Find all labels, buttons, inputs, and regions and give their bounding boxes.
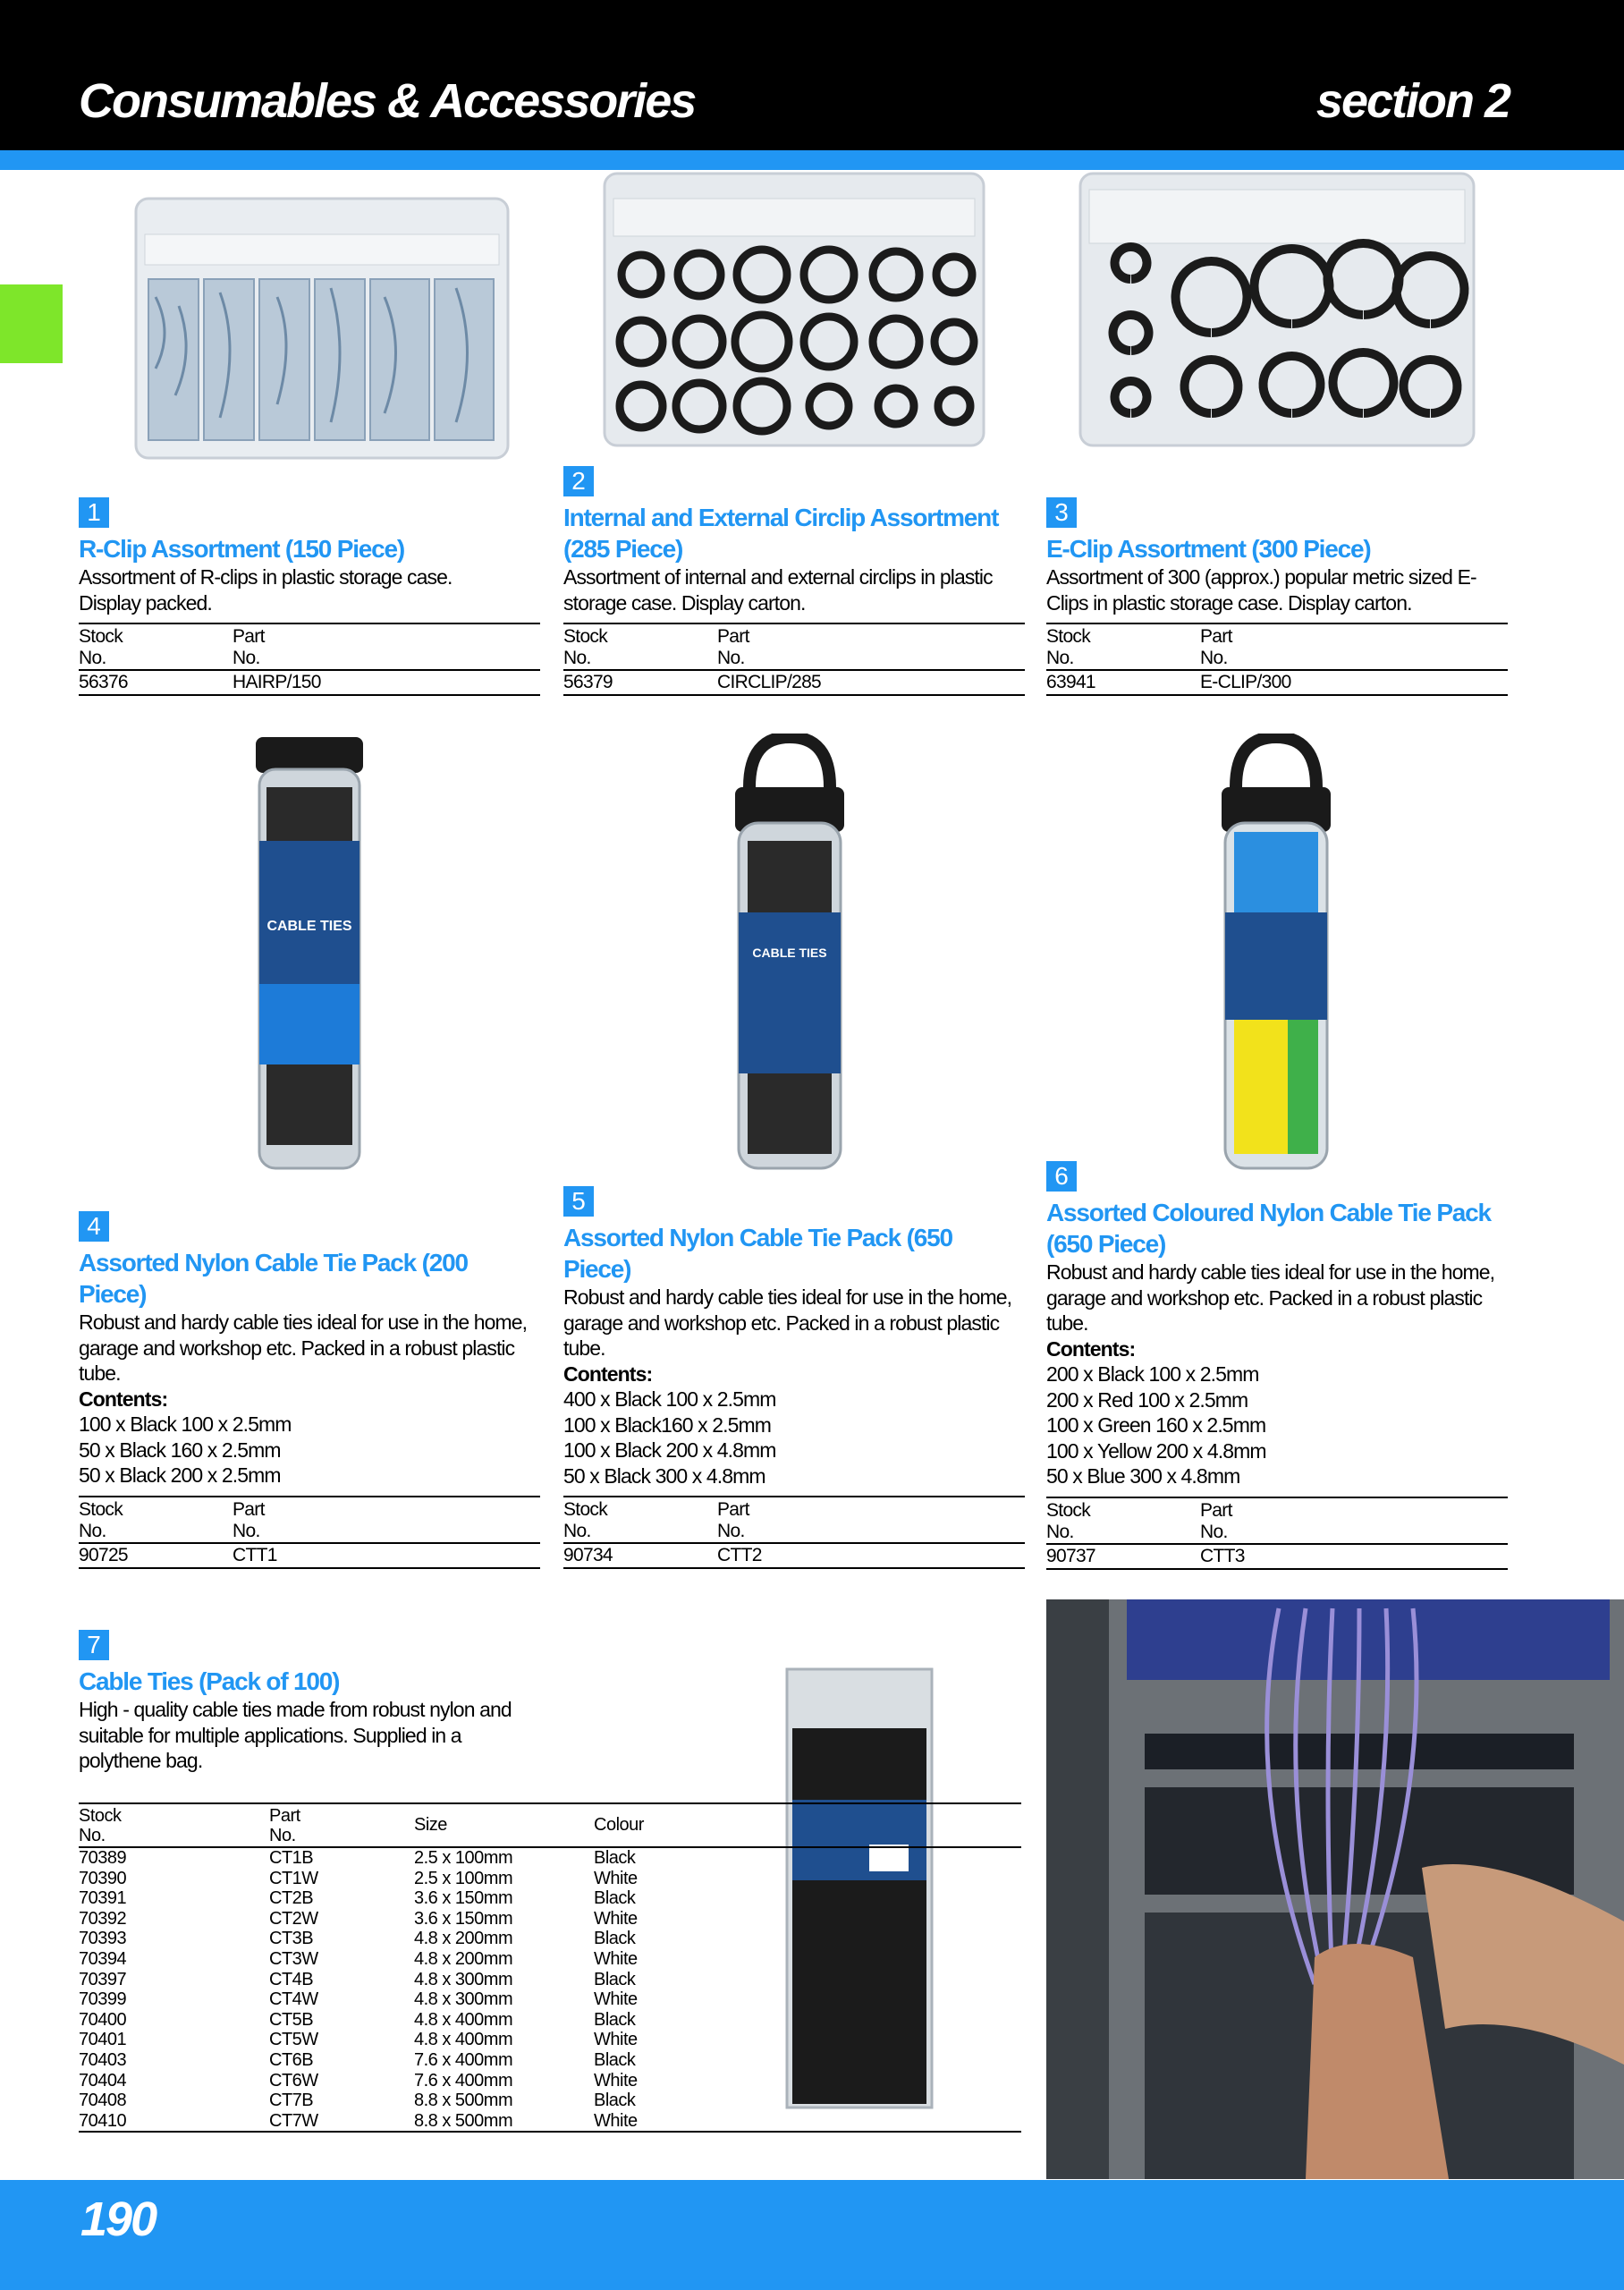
product-title: Cable Ties (Pack of 100) bbox=[79, 1667, 340, 1695]
stock-number: 63941 bbox=[1046, 672, 1095, 692]
stock-table bbox=[1046, 1497, 1508, 1570]
size-cell: 2.5 x 100mm bbox=[414, 1848, 513, 1868]
product-description: Robust and hardy cable ties ideal for use in the home, garage and workshop etc. Packed in a robust plastic tube. bbox=[79, 1310, 528, 1385]
stock-number-cell: 70389 bbox=[79, 1848, 127, 1868]
svg-text:CABLE TIES: CABLE TIES bbox=[752, 946, 827, 960]
colour-cell: Black bbox=[594, 1929, 636, 1949]
stock-number: 56376 bbox=[79, 672, 128, 692]
table-row bbox=[79, 1909, 1021, 1930]
part-number-cell: CT3B bbox=[269, 1929, 314, 1949]
contents-item: 50 x Black 300 x 4.8mm bbox=[563, 1463, 765, 1488]
section-label: section 2 bbox=[1315, 74, 1510, 128]
part-number: CIRCLIP/285 bbox=[717, 672, 822, 692]
part-header: Part bbox=[717, 1499, 749, 1520]
stock-number-cell: 70397 bbox=[79, 1969, 127, 1989]
table-row bbox=[563, 1544, 1025, 1569]
table-row bbox=[79, 1544, 540, 1569]
stock-no-header: No. bbox=[1046, 1521, 1074, 1542]
stock-no-header: No. bbox=[1046, 648, 1074, 668]
stock-table bbox=[79, 623, 540, 696]
table-row bbox=[1046, 1545, 1508, 1570]
contents-item: 400 x Black 100 x 2.5mm bbox=[563, 1387, 776, 1411]
stock-number-cell: 70408 bbox=[79, 2091, 127, 2111]
section-tab bbox=[0, 284, 63, 363]
product-description: Robust and hardy cable ties ideal for use in the home, garage and workshop etc. Packed in a robust plastic tube. bbox=[563, 1285, 1012, 1360]
table-row bbox=[79, 2010, 1021, 2031]
table-row bbox=[79, 671, 540, 696]
colour-cell: White bbox=[594, 1948, 638, 1969]
stock-number: 56379 bbox=[563, 672, 613, 692]
part-number-cell: CT6B bbox=[269, 2049, 314, 2070]
part-no-header: No. bbox=[233, 648, 260, 668]
part-number: CTT2 bbox=[717, 1545, 762, 1565]
svg-text:CABLE TIES: CABLE TIES bbox=[266, 919, 352, 934]
contents-item: 50 x Black 200 x 2.5mm bbox=[79, 1463, 281, 1487]
e-clip-assortment-image bbox=[1077, 172, 1477, 449]
product-number-badge: 4 bbox=[79, 1211, 109, 1242]
contents-item: 200 x Red 100 x 2.5mm bbox=[1046, 1387, 1248, 1412]
contents-item: 200 x Black 100 x 2.5mm bbox=[1046, 1362, 1259, 1386]
stock-header: Stock bbox=[79, 1498, 123, 1520]
table-header bbox=[79, 1802, 1021, 1848]
contents-label: Contents: bbox=[1046, 1336, 1136, 1361]
r-clip-assortment-image bbox=[134, 190, 510, 462]
product-e-clip bbox=[1046, 497, 1508, 696]
cable-ties-table bbox=[79, 1802, 1021, 2133]
product-description: Assortment of 300 (approx.) popular metric sized E-Clips in plastic storage case. Display carton. bbox=[1046, 565, 1476, 615]
stock-table bbox=[563, 1496, 1025, 1569]
contents-item: 100 x Green 160 x 2.5mm bbox=[1046, 1413, 1266, 1437]
stock-number-cell: 70404 bbox=[79, 2070, 127, 2091]
part-number: E-CLIP/300 bbox=[1200, 672, 1291, 692]
part-number-cell: CT5B bbox=[269, 2009, 314, 2030]
table-row bbox=[79, 2071, 1021, 2091]
table-row bbox=[79, 1848, 1021, 1869]
stock-number-cell: 70392 bbox=[79, 1908, 127, 1929]
stock-no-header: No. bbox=[79, 1825, 106, 1845]
stock-number-cell: 70410 bbox=[79, 2110, 127, 2131]
product-title: R-Clip Assortment (150 Piece) bbox=[79, 535, 405, 563]
table-row bbox=[79, 2030, 1021, 2050]
colour-cell: Black bbox=[594, 1969, 636, 1989]
product-title: Assorted Nylon Cable Tie Pack (650 Piece) bbox=[563, 1224, 952, 1283]
table-row bbox=[563, 671, 1025, 696]
product-description: Assortment of R-clips in plastic storage case. Display packed. bbox=[79, 565, 453, 615]
size-cell: 4.8 x 400mm bbox=[414, 2030, 513, 2050]
stock-header: Stock bbox=[79, 1805, 122, 1826]
size-cell: 8.8 x 500mm bbox=[414, 2110, 513, 2131]
part-header: Part bbox=[233, 626, 265, 647]
part-number-cell: CT4B bbox=[269, 1969, 314, 1989]
table-row bbox=[79, 2111, 1021, 2133]
part-number-cell: CT1B bbox=[269, 1848, 314, 1868]
stock-header: Stock bbox=[563, 626, 608, 647]
stock-header: Stock bbox=[563, 1499, 608, 1520]
stock-table bbox=[1046, 623, 1508, 696]
header-accent-bar bbox=[0, 150, 1624, 170]
table-row bbox=[79, 1929, 1021, 1949]
contents-item: 50 x Black 160 x 2.5mm bbox=[79, 1438, 281, 1462]
product-coloured-cable-tie-650 bbox=[1046, 1161, 1508, 1570]
part-no-header: No. bbox=[1200, 1521, 1228, 1542]
colour-cell: White bbox=[594, 1989, 638, 2010]
product-description: Robust and hardy cable ties ideal for use in the home, garage and workshop etc. Packed in a robust plastic tube. bbox=[1046, 1260, 1495, 1335]
part-header: Part bbox=[1200, 1499, 1232, 1521]
cable-tie-tube-650-image bbox=[723, 734, 857, 1174]
stock-number-cell: 70390 bbox=[79, 1868, 127, 1888]
product-description: Assortment of internal and external circlips in plastic storage case. Display carton. bbox=[563, 565, 993, 615]
part-number-cell: CT6W bbox=[269, 2070, 318, 2091]
size-cell: 3.6 x 150mm bbox=[414, 1908, 513, 1929]
part-number-cell: CT7B bbox=[269, 2091, 314, 2111]
product-title: Assorted Coloured Nylon Cable Tie Pack (650 Piece) bbox=[1046, 1199, 1491, 1258]
contents-label: Contents: bbox=[563, 1361, 653, 1386]
part-number-cell: CT5W bbox=[269, 2030, 318, 2050]
size-cell: 4.8 x 300mm bbox=[414, 1969, 513, 1989]
part-number: CTT3 bbox=[1200, 1545, 1245, 1566]
table-row bbox=[79, 2050, 1021, 2071]
stock-header: Stock bbox=[1046, 626, 1091, 647]
table-row bbox=[79, 1989, 1021, 2010]
size-cell: 7.6 x 400mm bbox=[414, 2070, 513, 2091]
circlip-assortment-image bbox=[601, 172, 987, 449]
server-rack-photo bbox=[1046, 1599, 1624, 2179]
part-no-header: No. bbox=[1200, 648, 1228, 668]
stock-table bbox=[79, 1496, 540, 1569]
part-no-header: No. bbox=[717, 648, 745, 668]
product-number-badge: 7 bbox=[79, 1630, 109, 1660]
size-cell: 4.8 x 400mm bbox=[414, 2009, 513, 2030]
stock-number-cell: 70391 bbox=[79, 1888, 127, 1909]
table-row bbox=[79, 2091, 1021, 2111]
page-title: Consumables & Accessories bbox=[79, 74, 696, 128]
product-title: E-Clip Assortment (300 Piece) bbox=[1046, 535, 1371, 563]
stock-number: 90734 bbox=[563, 1545, 613, 1565]
part-number-cell: CT1W bbox=[269, 1868, 318, 1888]
stock-no-header: No. bbox=[563, 648, 591, 668]
stock-number-cell: 70403 bbox=[79, 2049, 127, 2070]
colour-cell: Black bbox=[594, 2091, 636, 2111]
size-cell: 8.8 x 500mm bbox=[414, 2091, 513, 2111]
contents-item: 100 x Black 200 x 4.8mm bbox=[563, 1438, 776, 1462]
stock-table bbox=[563, 623, 1025, 696]
contents-item: 100 x Black 100 x 2.5mm bbox=[79, 1412, 292, 1436]
stock-header: Stock bbox=[1046, 1499, 1091, 1521]
cable-tie-tube-image bbox=[247, 734, 372, 1174]
product-number-badge: 2 bbox=[563, 466, 594, 496]
part-no-header: No. bbox=[233, 1520, 260, 1541]
stock-no-header: No. bbox=[79, 1520, 106, 1541]
size-cell: 4.8 x 300mm bbox=[414, 1989, 513, 2010]
table-row bbox=[79, 1888, 1021, 1909]
part-number-cell: CT2B bbox=[269, 1888, 314, 1909]
colour-cell: White bbox=[594, 2110, 638, 2131]
part-number-cell: CT7W bbox=[269, 2110, 318, 2131]
part-number: CTT1 bbox=[233, 1544, 277, 1565]
part-header: Part bbox=[717, 626, 749, 647]
stock-header: Stock bbox=[79, 626, 123, 647]
product-cable-tie-200 bbox=[79, 1211, 540, 1569]
size-cell: 4.8 x 200mm bbox=[414, 1929, 513, 1949]
contents-item: 100 x Yellow 200 x 4.8mm bbox=[1046, 1438, 1266, 1463]
product-cable-ties-pack bbox=[79, 1630, 544, 1774]
product-description: High - quality cable ties made from robust nylon and suitable for multiple applications. Supplied in a polythene bag. bbox=[79, 1698, 512, 1772]
part-header: Part bbox=[233, 1498, 265, 1520]
stock-no-header: No. bbox=[79, 648, 106, 668]
size-cell: 2.5 x 100mm bbox=[414, 1868, 513, 1888]
contents-item: 100 x Black160 x 2.5mm bbox=[563, 1412, 772, 1437]
part-number-cell: CT4W bbox=[269, 1989, 318, 2010]
part-number-cell: CT2W bbox=[269, 1908, 318, 1929]
page-header bbox=[0, 0, 1624, 152]
product-number-badge: 1 bbox=[79, 497, 109, 528]
product-number-badge: 6 bbox=[1046, 1161, 1077, 1192]
product-cable-tie-650 bbox=[563, 1186, 1025, 1569]
stock-number-cell: 70393 bbox=[79, 1929, 127, 1949]
table-row bbox=[79, 1970, 1021, 1990]
product-circlip bbox=[563, 466, 1025, 696]
product-r-clip bbox=[79, 497, 540, 696]
product-number-badge: 3 bbox=[1046, 497, 1077, 528]
colour-cell: White bbox=[594, 1908, 638, 1929]
product-title: Assorted Nylon Cable Tie Pack (200 Piece) bbox=[79, 1249, 468, 1308]
product-title: Internal and External Circlip Assortment (285 Piece) bbox=[563, 504, 999, 563]
colour-cell: White bbox=[594, 2070, 638, 2091]
part-number-cell: CT3W bbox=[269, 1948, 318, 1969]
colour-cell: Black bbox=[594, 1848, 636, 1868]
size-header: Size bbox=[414, 1815, 447, 1835]
colour-cell: Black bbox=[594, 1888, 636, 1909]
page-number: 190 bbox=[80, 2192, 156, 2246]
stock-number-cell: 70401 bbox=[79, 2030, 127, 2050]
stock-number-cell: 70399 bbox=[79, 1989, 127, 2010]
stock-number-cell: 70394 bbox=[79, 1948, 127, 1969]
table-row bbox=[79, 1869, 1021, 1889]
colour-cell: White bbox=[594, 2030, 638, 2050]
part-number: HAIRP/150 bbox=[233, 672, 321, 692]
stock-number: 90725 bbox=[79, 1544, 128, 1565]
part-header: Part bbox=[269, 1805, 300, 1826]
colour-cell: Black bbox=[594, 2049, 636, 2070]
table-body bbox=[79, 1848, 1021, 2133]
colour-cell: Black bbox=[594, 2009, 636, 2030]
contents-label: Contents: bbox=[79, 1387, 168, 1411]
part-no-header: No. bbox=[717, 1521, 745, 1541]
contents-item: 50 x Blue 300 x 4.8mm bbox=[1046, 1464, 1240, 1488]
part-no-header: No. bbox=[269, 1825, 296, 1845]
stock-number-cell: 70400 bbox=[79, 2009, 127, 2030]
size-cell: 7.6 x 400mm bbox=[414, 2049, 513, 2070]
part-header: Part bbox=[1200, 626, 1232, 647]
size-cell: 4.8 x 200mm bbox=[414, 1948, 513, 1969]
colour-header: Colour bbox=[594, 1815, 644, 1835]
coloured-cable-tie-tube-image bbox=[1209, 734, 1343, 1174]
table-row bbox=[1046, 671, 1508, 696]
stock-no-header: No. bbox=[563, 1521, 591, 1541]
table-row bbox=[79, 1949, 1021, 1970]
size-cell: 3.6 x 150mm bbox=[414, 1888, 513, 1909]
stock-number: 90737 bbox=[1046, 1545, 1095, 1566]
colour-cell: White bbox=[594, 1868, 638, 1888]
product-number-badge: 5 bbox=[563, 1186, 594, 1217]
page-footer bbox=[0, 2180, 1624, 2290]
